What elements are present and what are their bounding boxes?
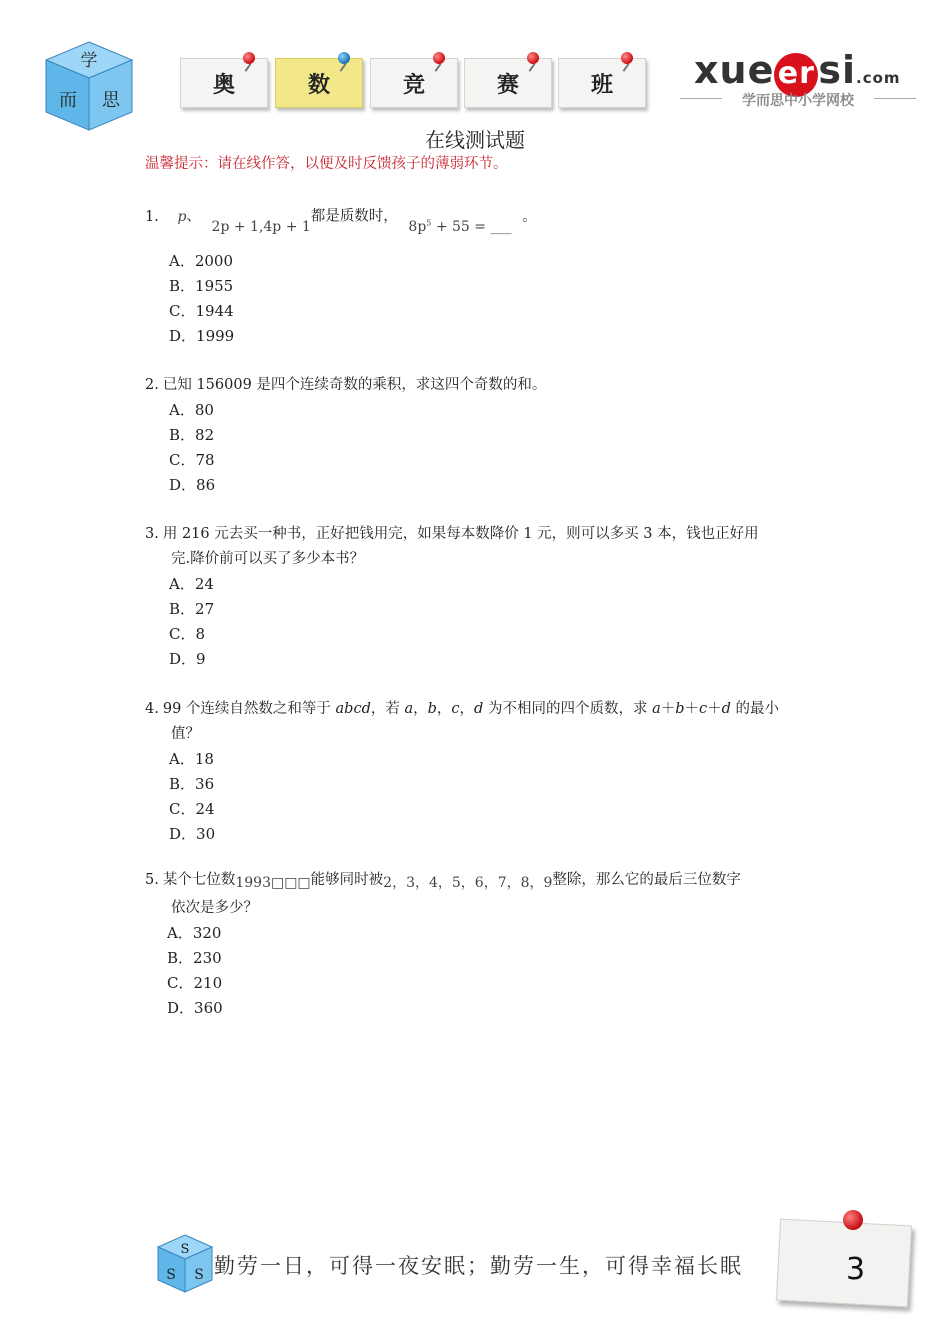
var-c: c	[699, 701, 708, 717]
nav-note-jing[interactable]	[370, 58, 458, 108]
pin-stem	[435, 63, 442, 72]
logo-char-er: 而	[59, 90, 77, 111]
nav-note-ao[interactable]	[180, 58, 268, 108]
pushpin-icon	[338, 52, 350, 64]
nav-note-label: 赛	[496, 72, 519, 98]
question-1	[145, 200, 810, 235]
pin-stem	[529, 63, 536, 72]
page-number-card	[776, 1219, 912, 1308]
option-d[interactable]: D．86	[169, 476, 216, 494]
logo-char-xue: 学	[80, 51, 98, 71]
plus-sign: ＋	[684, 701, 700, 717]
pushpin-icon	[527, 52, 539, 64]
question-text: 都是质数时，	[310, 208, 398, 225]
cube-letter-s: S	[194, 1267, 204, 1283]
question-5	[145, 868, 810, 921]
var-d: d	[474, 701, 484, 717]
pushpin-icon	[243, 52, 255, 64]
q4-text: 为不相同的四个质数，求	[483, 701, 653, 717]
nav-note-ban[interactable]	[558, 58, 646, 108]
reminder-tip: 温馨提示：请在线作答，以便及时反馈孩子的薄弱环节。	[145, 156, 508, 172]
question-number: 4.	[145, 701, 159, 717]
brand-er-badge: er	[774, 53, 818, 97]
var-abcd: abcd	[335, 701, 371, 717]
question-text-line2: 完.降价前可以买了多少本书？	[171, 551, 365, 567]
option-b[interactable]: B．36	[169, 775, 215, 793]
nav-note-label: 奥	[212, 72, 235, 98]
option-c[interactable]: C．78	[169, 451, 215, 469]
nav-note-label: 数	[307, 72, 330, 98]
question-number: 5.	[145, 872, 159, 888]
option-a[interactable]: A．24	[169, 575, 214, 593]
nav-note-label: 班	[590, 72, 613, 98]
option-d[interactable]: D．9	[169, 650, 206, 668]
brand-subtitle: 学而思中小学网校	[742, 93, 854, 109]
q5-text: 某个七位数	[162, 872, 236, 888]
option-c[interactable]: C．8	[169, 625, 206, 643]
pin-stem	[245, 63, 252, 72]
option-d[interactable]: D．1999	[169, 327, 235, 345]
question-end: 。	[522, 208, 537, 225]
plus-sign: ＋	[707, 701, 722, 717]
option-b[interactable]: B．82	[169, 426, 215, 444]
expr-primes: 2p + 1,4p + 1	[211, 218, 311, 235]
xueersi-cube-logo	[44, 40, 134, 132]
options-q4	[169, 747, 215, 847]
var-d: d	[721, 701, 731, 717]
question-text: 已知 156009 是四个连续奇数的乘积，求这四个奇数的和。	[162, 377, 547, 393]
nav-note-label: 竞	[402, 72, 425, 98]
option-c[interactable]: C．24	[169, 800, 215, 818]
option-a[interactable]: A．80	[169, 401, 214, 419]
options-q3	[169, 572, 214, 672]
question-text-line2: 依次是多少？	[171, 900, 258, 916]
options-q2	[169, 398, 215, 498]
q4-text: ，	[459, 701, 475, 717]
brand-si: si	[818, 48, 856, 92]
question-text-line1: 用 216 元去买一种书，正好把钱用完，如果每本数降价 1 元，则可以多买 3 本，钱也正好用	[162, 526, 759, 542]
option-b[interactable]: B．1955	[169, 277, 234, 295]
expr-result: + 55 = ___	[431, 218, 512, 235]
pushpin-icon	[843, 1210, 863, 1230]
q5-text: 能够同时被	[310, 872, 384, 888]
var-a: a	[652, 701, 661, 717]
q4-text: ，	[436, 701, 452, 717]
var-p: p	[177, 208, 187, 225]
options-q5	[167, 921, 223, 1021]
option-b[interactable]: B．230	[167, 949, 222, 967]
option-d[interactable]: D．360	[167, 999, 223, 1017]
option-c[interactable]: C．210	[167, 974, 223, 992]
pushpin-icon	[433, 52, 445, 64]
q4-text: 99 个连续自然数之和等于	[162, 701, 336, 717]
pin-stem	[623, 63, 630, 72]
page-number: 3	[846, 1252, 866, 1287]
divisor-list: 2，3，4，5，6，7，8，9	[383, 875, 553, 891]
logo-char-si: 思	[102, 90, 120, 111]
q4-text: ，	[413, 701, 428, 717]
var-a: a	[404, 701, 414, 717]
sss-cube-logo	[156, 1234, 214, 1294]
question-number: 1.	[145, 208, 159, 225]
q5-text: 整除，那么它的最后三位数字	[552, 872, 741, 888]
cube-letter-s: S	[180, 1242, 190, 1257]
seven-digit-number: 1993□□□	[235, 875, 311, 891]
var-b: b	[427, 701, 437, 717]
option-a[interactable]: A．2000	[169, 252, 234, 270]
plus-sign: ＋	[660, 701, 676, 717]
footer-motto: 勤劳一日，可得一夜安眠；勤劳一生，可得幸福长眠	[214, 1254, 743, 1278]
brand-com: .com	[856, 69, 901, 87]
option-a[interactable]: A．320	[167, 924, 222, 942]
cube-letter-s: S	[166, 1267, 176, 1283]
nav-note-sai[interactable]	[464, 58, 552, 108]
option-a[interactable]: A．18	[169, 750, 214, 768]
q4-text: 的最小	[730, 701, 780, 717]
options-q1	[169, 249, 234, 349]
page-title: 在线测试题	[425, 128, 525, 152]
brand-xue: xue	[694, 48, 775, 92]
question-text-line2: 值？	[171, 726, 200, 742]
question-number: 3.	[145, 526, 159, 542]
option-c[interactable]: C．1944	[169, 302, 234, 320]
pin-stem	[340, 63, 347, 72]
option-b[interactable]: B．27	[169, 600, 215, 618]
var-c: c	[451, 701, 460, 717]
separator: 、	[186, 208, 201, 225]
question-2	[145, 373, 810, 398]
pushpin-icon	[621, 52, 633, 64]
option-d[interactable]: D．30	[169, 825, 216, 843]
question-3	[145, 522, 810, 572]
exponent: 5	[426, 218, 432, 227]
question-number: 2.	[145, 377, 159, 393]
nav-note-shu[interactable]	[275, 58, 363, 108]
expr-8p: 8p	[408, 218, 427, 235]
question-4	[145, 697, 810, 747]
var-b: b	[675, 701, 685, 717]
q4-text: ，若	[370, 701, 405, 717]
